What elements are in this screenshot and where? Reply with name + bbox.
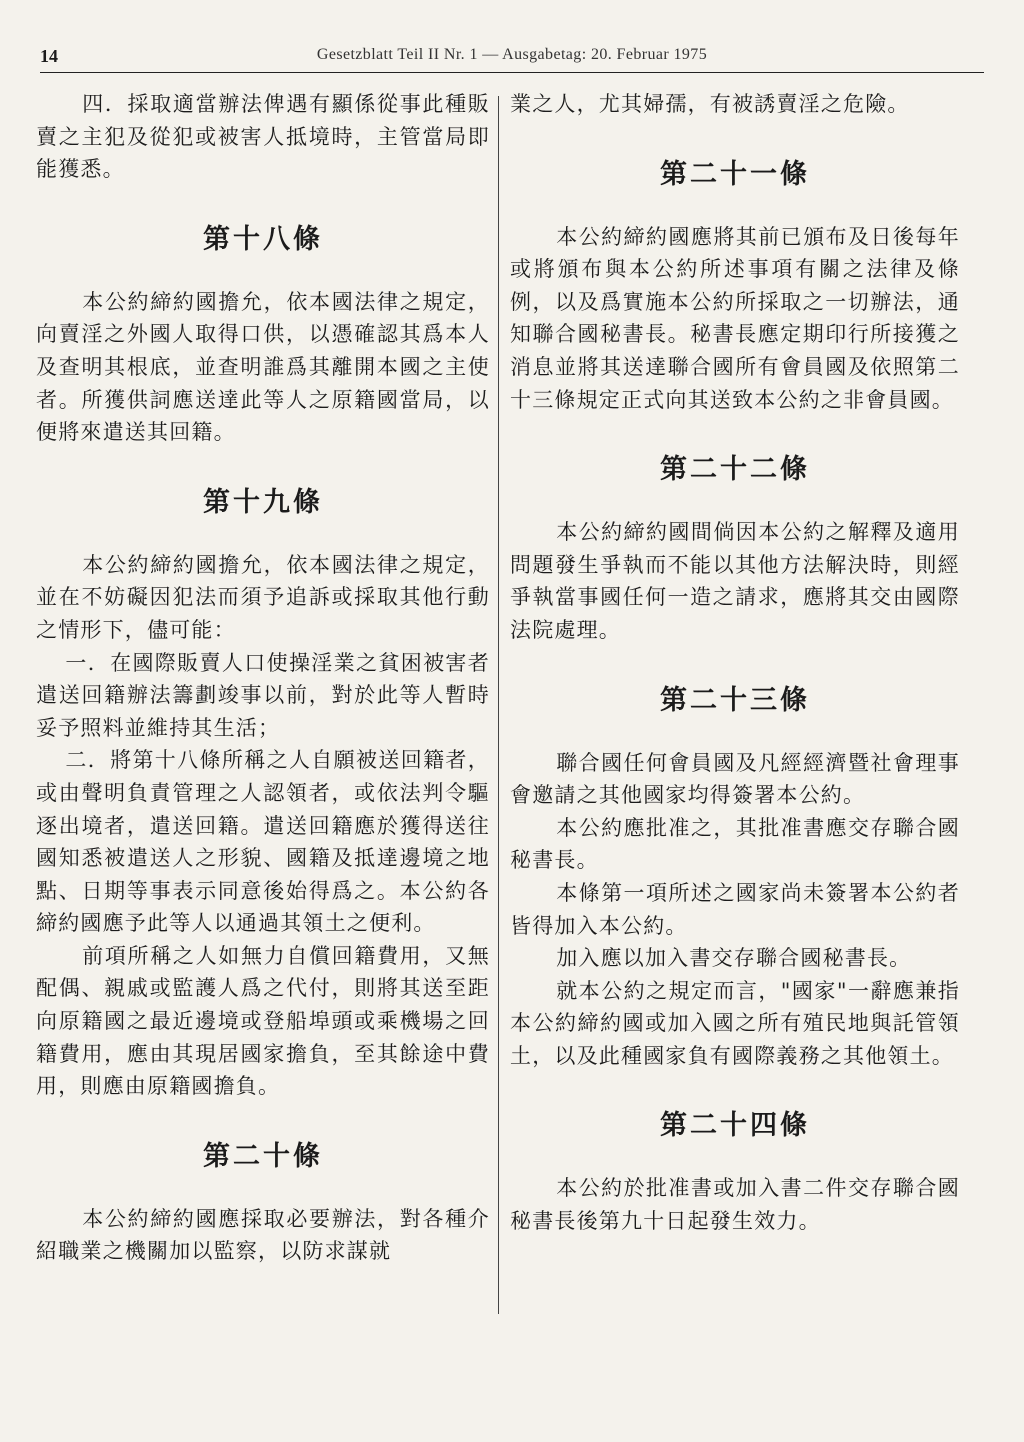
article-19-heading: 第十九條 [203, 486, 323, 518]
article-23-paragraph-4: 加入應以加入書交存聯合國秘書長。 [556, 946, 912, 971]
page-header [40, 46, 984, 70]
right-column [510, 88, 960, 1238]
article-19-item-2: 二．將第十八條所稱之人自願被送回籍者，或由聲明負責管理之人認領者，或依法判令驅逐出境者，遣送回籍。遣送回籍應於獲得送往國知悉被遣送人之形貌、國籍及抵達邊境之地點、日期等事表示同意後始得爲之。本公約各締約國應予此等人以通過其領土之便利。 [36, 748, 490, 936]
article-24-paragraph: 本公約於批准書或加入書二件交存聯合國秘書長後第九十日起發生效力。 [510, 1176, 960, 1234]
column-divider [498, 96, 499, 1314]
article-19-paragraph: 本公約締約國擔允，依本國法律之規定，並在不妨礙因犯法而須予追訴或採取其他行動之情形下，儘可能： [36, 552, 490, 642]
page-number: 14 [40, 46, 58, 66]
article-23-heading: 第二十三條 [660, 684, 810, 716]
item-4-paragraph: 四．採取適當辦法俾遇有顯係從事此種販賣之主犯及從犯或被害人抵境時，主管當局即能獲悉。 [36, 92, 490, 182]
article-22-paragraph: 本公約締約國間倘因本公約之解釋及適用問題發生爭執而不能以其他方法解決時，則經爭執當事國任何一造之請求，應將其交由國際法院處理。 [510, 520, 960, 642]
article-18-heading: 第十八條 [203, 223, 323, 255]
article-18-paragraph: 本公約締約國擔允，依本國法律之規定，向賣淫之外國人取得口供，以憑確認其爲本人及查明其根底，並查明誰爲其離開本國之主使者。所獲供詞應送達此等人之原籍國當局，以便將來遣送其回籍。 [36, 289, 490, 445]
article-22-heading: 第二十二條 [660, 454, 810, 486]
article-20-heading: 第二十條 [203, 1140, 323, 1172]
article-23-paragraph-1: 聯合國任何會員國及凡經經濟暨社會理事會邀請之其他國家均得簽署本公約。 [510, 750, 960, 808]
left-column [36, 88, 490, 1268]
article-19-paragraph-2: 前項所稱之人如無力自償回籍費用，又無配偶、親戚或監護人爲之代付，則將其送至距向原籍國之最近邊境或登船埠頭或乘機場之回籍費用，應由其現居國家擔負，至其餘途中費用，則應由原籍國擔負。 [36, 943, 490, 1099]
article-23-paragraph-5: 就本公約之規定而言，"國家"一辭應兼指本公約締約國或加入國之所有殖民地與託管領土，以及此種國家負有國際義務之其他領土。 [510, 978, 960, 1068]
article-21-heading: 第二十一條 [660, 158, 810, 190]
article-24-heading: 第二十四條 [660, 1110, 810, 1142]
running-head: Gesetzblatt Teil II Nr. 1 — Ausgabetag: 20. Februar 1975 [316, 46, 708, 63]
article-23-paragraph-3: 本條第一項所述之國家尚未簽署本公約者皆得加入本公約。 [510, 880, 960, 938]
article-20-paragraph-start: 本公約締約國應採取必要辦法，對各種介紹職業之機關加以監察，以防求謀就 [36, 1206, 490, 1264]
article-21-paragraph: 本公約締約國應將其前已頒布及日後每年或將頒布與本公約所述事項有關之法律及條例，以及爲實施本公約所採取之一切辦法，通知聯合國秘書長。秘書長應定期印行所接獲之消息並將其送達聯合國所有會員國及依照第二十三條規定正式向其送致本公約之非會員國。 [510, 224, 960, 412]
article-20-paragraph-end: 業之人，尤其婦孺，有被誘賣淫之危險。 [510, 92, 910, 116]
article-23-paragraph-2: 本公約應批准之，其批准書應交存聯合國秘書長。 [510, 815, 960, 873]
article-19-item-1: 一．在國際販賣人口使操淫業之貧困被害者遣送回籍辦法籌劃竣事以前，對於此等人暫時妥予照料並維持其生活； [36, 650, 490, 740]
header-rule [40, 72, 984, 73]
